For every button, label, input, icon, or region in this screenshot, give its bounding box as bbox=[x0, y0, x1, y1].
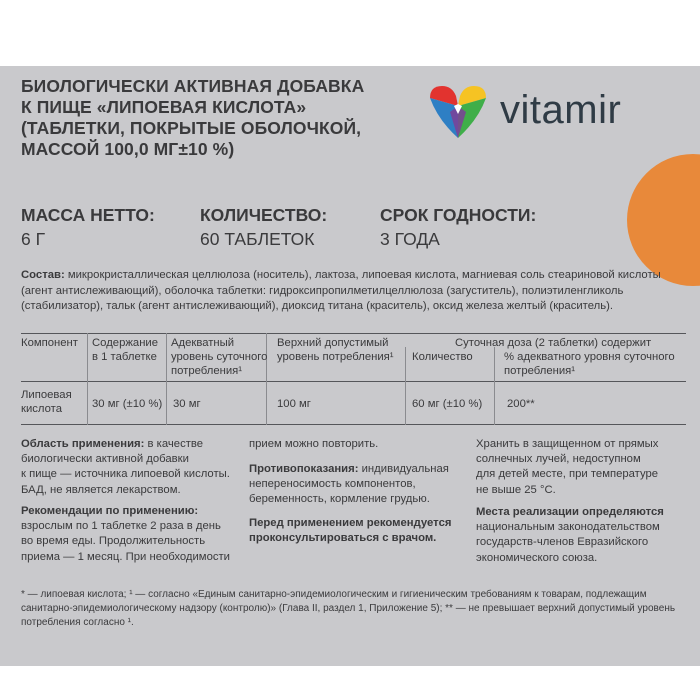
header-line: Содержание bbox=[92, 337, 159, 349]
table-top-line bbox=[21, 333, 686, 334]
contra-label: Противопоказания: bbox=[249, 463, 359, 475]
spec-label: СРОК ГОДНОСТИ: bbox=[380, 205, 537, 225]
title-line: (ТАБЛЕТКИ, ПОКРЫТЫЕ ОБОЛОЧКОЙ, bbox=[21, 118, 362, 138]
row-percent: 200** bbox=[507, 398, 535, 410]
brand-logo bbox=[428, 84, 688, 144]
product-title bbox=[21, 76, 381, 160]
table-bottom-line bbox=[21, 424, 686, 425]
spec-label: МАССА НЕТТО: bbox=[21, 205, 155, 225]
title-line: БИОЛОГИЧЕСКИ АКТИВНАЯ ДОБАВКА bbox=[21, 76, 365, 96]
table-divider bbox=[166, 333, 167, 425]
table-divider bbox=[494, 347, 495, 425]
header-upper bbox=[277, 336, 394, 364]
header-daily-group: Суточная доза (2 таблетки) содержит bbox=[455, 337, 652, 349]
sales-line: национальным законодательством bbox=[476, 521, 660, 534]
footnote-line: санитарно-эпидемиологическому надзору (контролю)» (Глава II, раздел 1, Приложение 5); ** — не превышает верхний допустимый уровень bbox=[21, 603, 676, 614]
header-line: потребления¹ bbox=[171, 365, 243, 377]
usage-area-label: Область применения: bbox=[21, 438, 145, 450]
title-line: МАССОЙ 100,0 МГ±10 %) bbox=[21, 139, 235, 159]
usage-area-line: биологически активной добавки bbox=[21, 453, 189, 466]
contra-line: индивидуальная bbox=[358, 463, 449, 475]
spec-shelf-life bbox=[380, 203, 536, 251]
storage-line: не выше 25 °С. bbox=[476, 483, 556, 496]
header-quantity: Количество bbox=[412, 351, 473, 363]
spec-value: 3 ГОДА bbox=[380, 229, 440, 249]
header-line: Верхний допустимый bbox=[277, 337, 389, 349]
usage-recommend-line: взрослым по 1 таблетке 2 раза в день bbox=[21, 520, 221, 533]
spec-net-weight bbox=[21, 203, 155, 251]
usage-area-line: в качестве bbox=[144, 438, 204, 450]
header-line: в 1 таблетке bbox=[92, 351, 157, 363]
header-line: Адекватный bbox=[171, 337, 235, 349]
sales-line: экономического союза. bbox=[476, 551, 598, 564]
cell-line: Липоевая bbox=[21, 389, 72, 401]
storage-conditions bbox=[476, 437, 691, 498]
header-component: Компонент bbox=[21, 337, 78, 349]
header-percent bbox=[504, 350, 675, 378]
sales-places bbox=[476, 505, 691, 566]
row-quantity: 60 мг (±10 %) bbox=[412, 398, 483, 410]
usage-repeat-text: прием можно повторить. bbox=[249, 438, 379, 450]
usage-repeat bbox=[249, 437, 464, 452]
contra-line: непереносимость компонентов, bbox=[249, 478, 416, 491]
consult-line: проконсультироваться с врачом. bbox=[249, 532, 437, 545]
composition-text: микрокристаллическая целлюлоза (носитель), лактоза, липоевая кислота, магниевая соль стеариновой кислоты (агент антислеживающий), оболочка таблетки: гидроксипропилметилцеллюлоза (загуститель), полиэтиленгликоль (стабилизатор), тальк (агент антислеживающий), диоксид титана (краситель), оксид железа желтый (краситель). bbox=[21, 269, 661, 312]
usage-area-line: к пище — источника липоевой кислоты. bbox=[21, 468, 230, 481]
sales-line: Места реализации определяются bbox=[476, 506, 664, 518]
row-component bbox=[21, 388, 72, 416]
table-header-line bbox=[21, 381, 686, 382]
contra-line: беременность, кормление грудью. bbox=[249, 493, 430, 506]
table-divider bbox=[405, 347, 406, 425]
cell-line: кислота bbox=[21, 403, 62, 415]
footnote-line: потребления согласно ¹. bbox=[21, 617, 134, 628]
storage-line: Хранить в защищенном от прямых bbox=[476, 438, 659, 450]
usage-recommend-line: во время еды. Продолжительность bbox=[21, 535, 206, 548]
usage-recommend-line: приема — 1 месяц. При необходимости bbox=[21, 550, 230, 563]
consult-note bbox=[249, 516, 464, 546]
spec-label: КОЛИЧЕСТВО: bbox=[200, 205, 328, 225]
header-line: потребления¹ bbox=[504, 365, 576, 377]
sales-line: государств-членов Евразийского bbox=[476, 536, 649, 549]
spec-value: 60 ТАБЛЕТОК bbox=[200, 229, 315, 249]
usage-recommendations bbox=[21, 504, 246, 565]
footnote bbox=[21, 588, 686, 630]
header-line: % адекватного уровня суточного bbox=[504, 351, 675, 363]
usage-area bbox=[21, 437, 246, 498]
usage-area-line: БАД, не является лекарством. bbox=[21, 483, 181, 496]
contraindications bbox=[249, 462, 464, 508]
row-upper: 100 мг bbox=[277, 398, 311, 410]
header-content bbox=[92, 336, 158, 364]
nutrition-table bbox=[21, 333, 686, 425]
brand-name: vitamir bbox=[500, 88, 622, 132]
header-line: уровень суточного bbox=[171, 351, 268, 363]
row-adequate: 30 мг bbox=[173, 398, 201, 410]
composition-label: Состав: bbox=[21, 269, 65, 281]
spec-value: 6 Г bbox=[21, 229, 46, 249]
header-adequate bbox=[171, 336, 267, 378]
spec-quantity bbox=[200, 203, 327, 251]
table-divider bbox=[87, 333, 88, 425]
vitamir-heart-icon bbox=[428, 84, 490, 140]
storage-line: солнечных лучей, недоступном bbox=[476, 453, 641, 466]
storage-line: для детей месте, при температуре bbox=[476, 468, 659, 481]
composition bbox=[21, 268, 686, 315]
consult-line: Перед применением рекомендуется bbox=[249, 517, 452, 529]
header-line: уровень потребления¹ bbox=[277, 351, 394, 363]
usage-recommend-label: Рекомендации по применению: bbox=[21, 505, 199, 517]
footnote-line: * — липоевая кислота; ¹ — согласно «Единым санитарно-эпидемиологическим и гигиеническим требованиям к товарам, подлежащим bbox=[21, 589, 647, 600]
row-content: 30 мг (±10 %) bbox=[92, 398, 163, 410]
title-line: К ПИЩЕ «ЛИПОЕВАЯ КИСЛОТА» bbox=[21, 97, 307, 117]
